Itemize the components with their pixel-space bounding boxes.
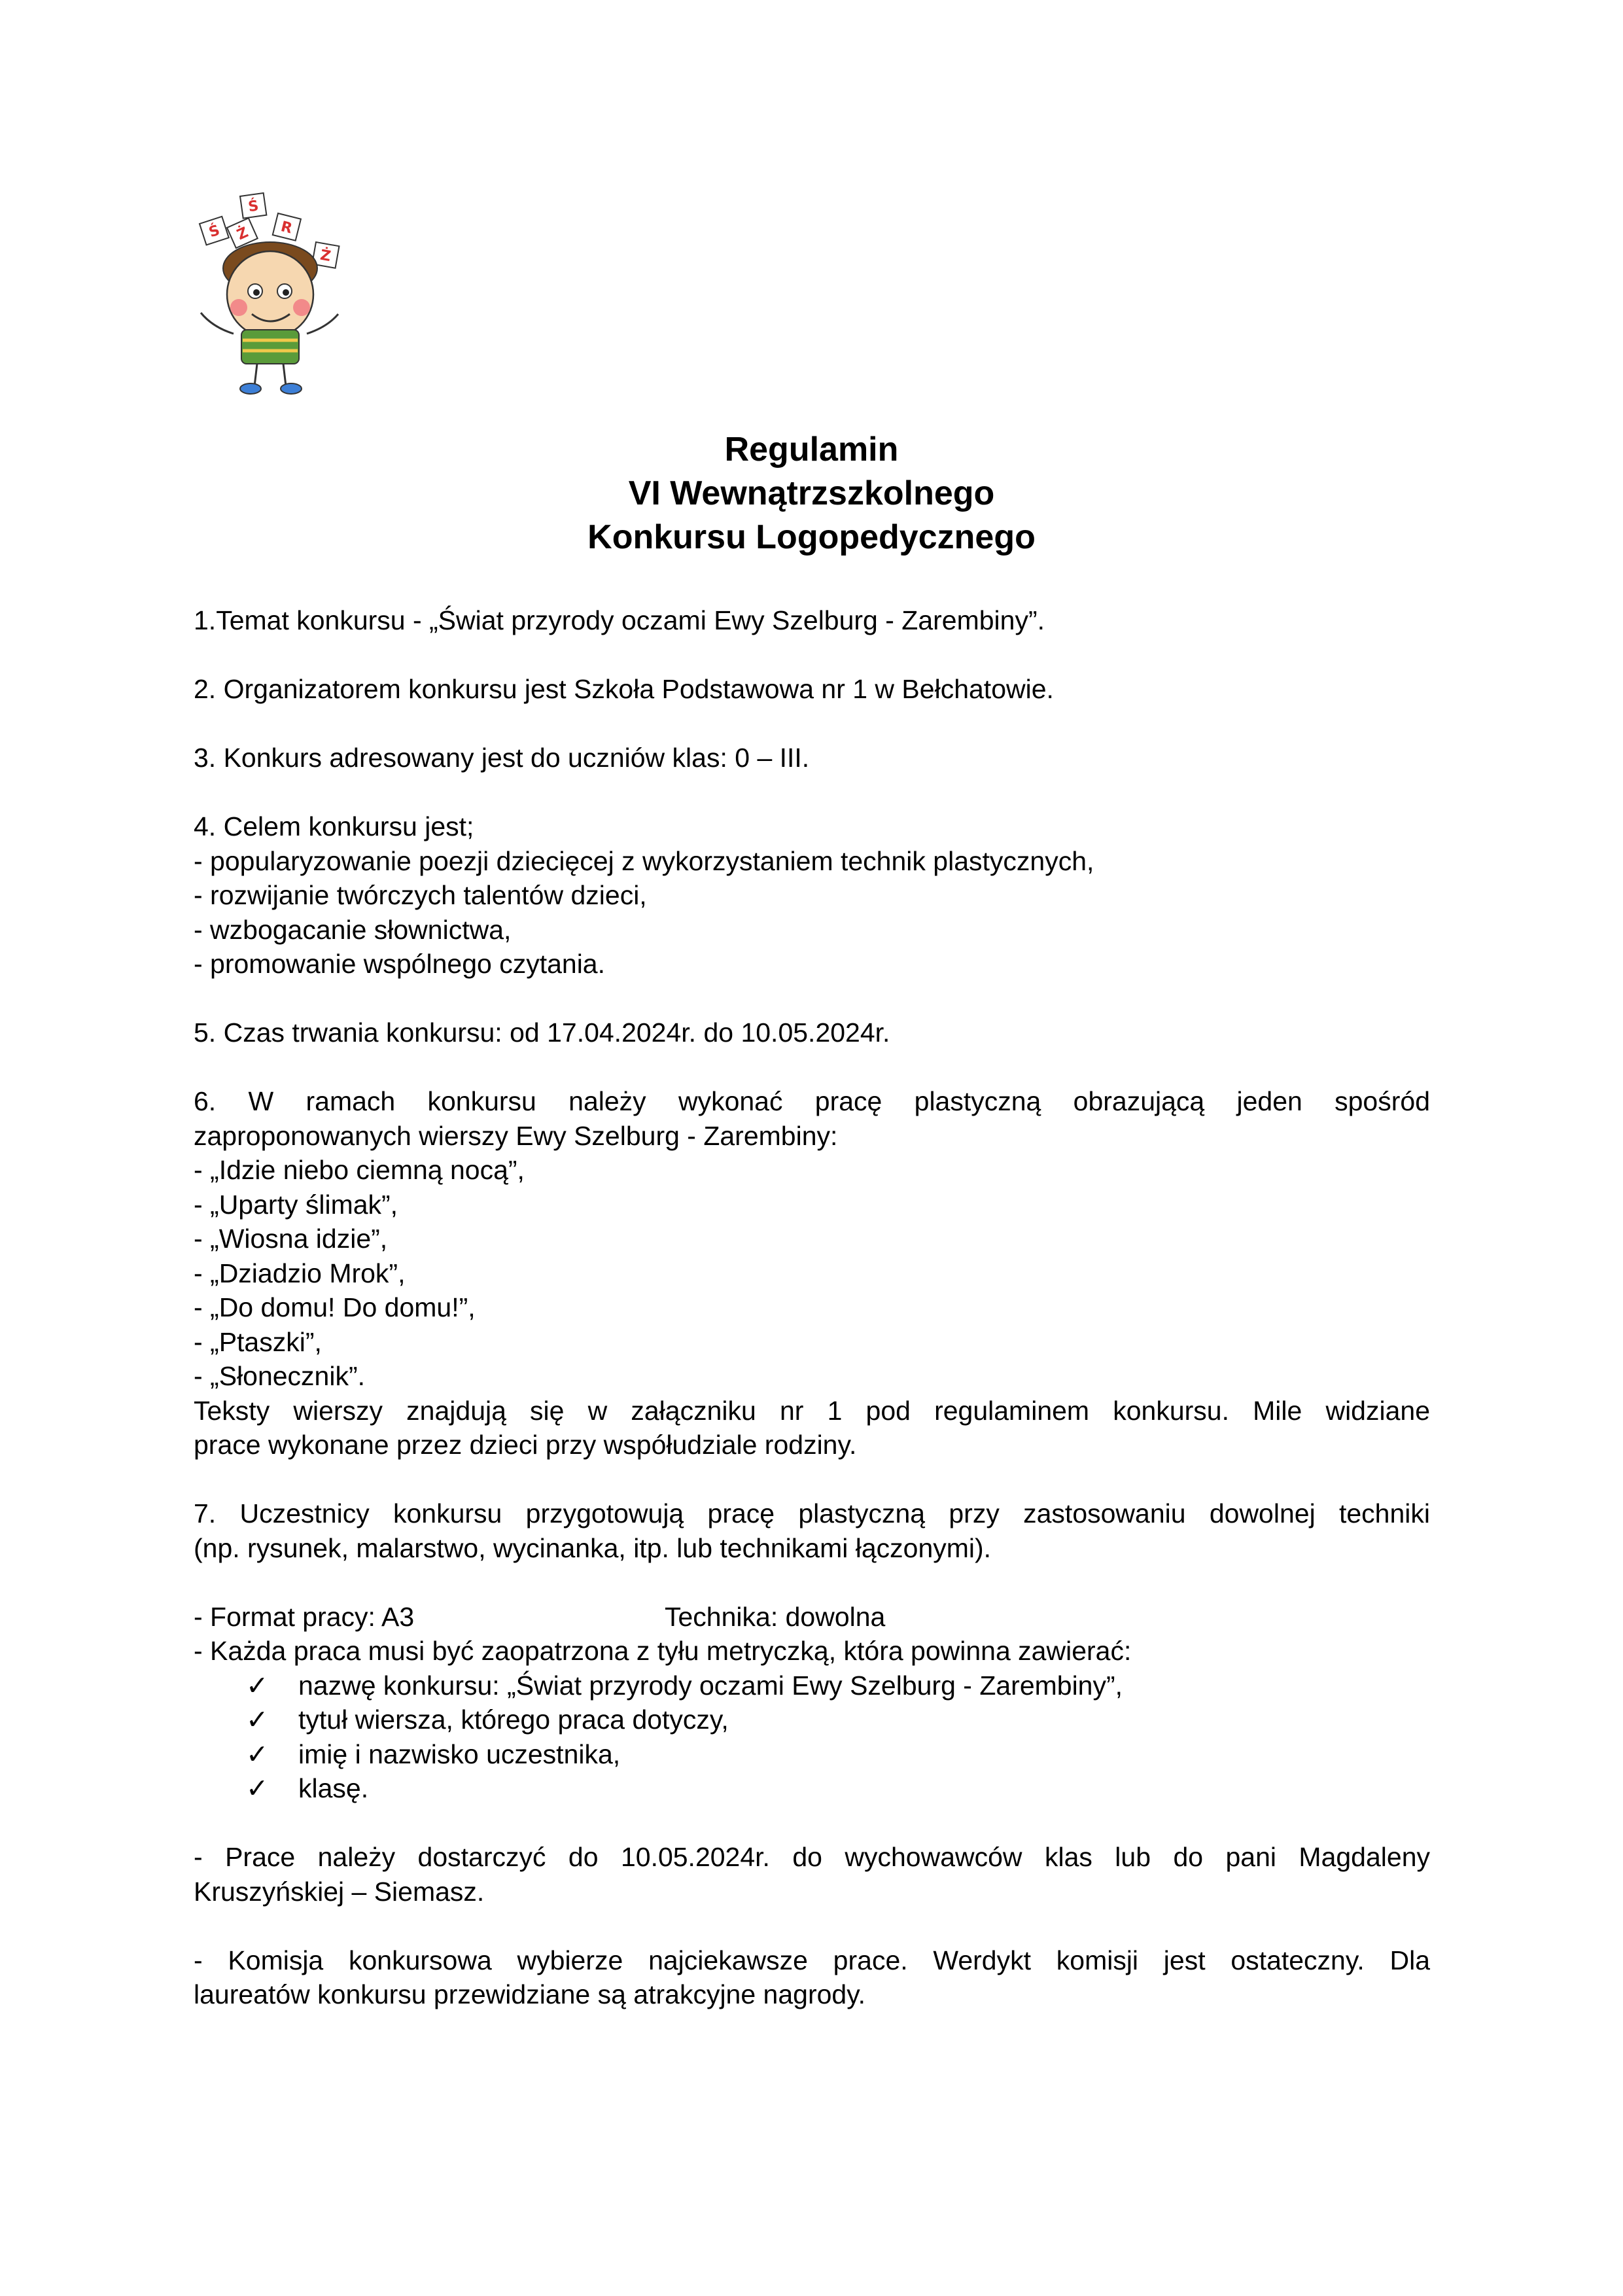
svg-text:Ś: Ś xyxy=(207,222,222,241)
checklist-item: ✓ klasę. xyxy=(194,1771,1430,1806)
section-6-note-line-1: Teksty wierszy znajdują się w załączniku nr 1 pod regulaminem konkursu. Mile widziane xyxy=(194,1395,1430,1426)
regulations-body xyxy=(194,603,1430,2012)
checkmark-icon: ✓ xyxy=(246,1773,269,1803)
letter-card xyxy=(273,213,301,241)
goal-item: - promowanie wspólnego czytania. xyxy=(194,949,605,979)
poem-item: - „Słonecznik”. xyxy=(194,1361,366,1391)
technique-label: Technika: dowolna xyxy=(665,1601,886,1632)
letter-card xyxy=(240,193,266,219)
poem-item: - „Dziadzio Mrok”, xyxy=(194,1258,406,1288)
poem-item: - „Do domu! Do domu!”, xyxy=(194,1292,476,1322)
format-label: - Format pracy: A3 xyxy=(194,1601,415,1632)
poem-item: - „Idzie niebo ciemną nocą”, xyxy=(194,1155,525,1185)
checkmark-icon: ✓ xyxy=(246,1704,269,1735)
format-technique-row xyxy=(194,1600,1430,1634)
checklist-item: ✓ nazwę konkursu: „Świat przyrody oczami Ewy Szelburg - Zarembiny”, xyxy=(194,1669,1430,1703)
delivery-line-1: - Prace należy dostarczyć do 10.05.2024r. do wychowawców klas lub do pani Magdaleny xyxy=(194,1842,1430,1872)
svg-text:Ż: Ż xyxy=(234,224,251,244)
goal-item: - wzbogacanie słownictwa, xyxy=(194,914,512,945)
boy-with-letter-cards-icon xyxy=(186,190,370,399)
jury-line-2: laureatów konkursu przewidziane są atrakcyjne nagrody. xyxy=(194,1979,866,2009)
checkmark-icon: ✓ xyxy=(246,1670,269,1701)
section-6-line-2: zaproponowanych wierszy Ewy Szelburg - Zarembiny: xyxy=(194,1120,838,1151)
svg-text:Ś: Ś xyxy=(247,198,260,216)
section-3-audience: 3. Konkurs adresowany jest do uczniów klas: 0 – III. xyxy=(194,743,810,773)
title-line-2: VI Wewnątrzszkolnego xyxy=(628,474,995,512)
goal-item: - popularyzowanie poezji dziecięcej z wykorzystaniem technik plastycznych, xyxy=(194,845,1094,876)
section-1-topic: 1.Temat konkursu - „Świat przyrody oczami Ewy Szelburg - Zarembiny”. xyxy=(194,605,1045,635)
delivery-line-2: Kruszyńskiej – Siemasz. xyxy=(194,1876,485,1907)
section-4-heading: 4. Celem konkursu jest; xyxy=(194,811,474,841)
goal-item: - rozwijanie twórczych talentów dzieci, xyxy=(194,880,647,910)
svg-text:R: R xyxy=(279,219,294,238)
svg-text:Ż: Ż xyxy=(319,247,332,266)
section-5-duration: 5. Czas trwania konkursu: od 17.04.2024r. do 10.05.2024r. xyxy=(194,1017,890,1048)
section-6-note-line-2: prace wykonane przez dzieci przy współudziale rodziny. xyxy=(194,1430,857,1460)
poem-item: - „Wiosna idzie”, xyxy=(194,1224,388,1254)
checkmark-icon: ✓ xyxy=(246,1739,269,1769)
checklist-item: ✓ imię i nazwisko uczestnika, xyxy=(194,1737,1430,1772)
section-6-line-1: 6. W ramach konkursu należy wykonać pracę plastyczną obrazującą jeden spośród xyxy=(194,1086,1430,1116)
title-line-3: Konkursu Logopedycznego xyxy=(587,518,1036,556)
metryczka-requirement: - Każda praca musi być zaopatrzona z tyłu metryczką, która powinna zawierać: xyxy=(194,1636,1132,1666)
section-7-line-1: 7. Uczestnicy konkursu przygotowują pracę plastyczną przy zastosowaniu dowolnej techniki xyxy=(194,1498,1430,1528)
checklist-item: ✓ tytuł wiersza, którego praca dotyczy, xyxy=(194,1703,1430,1737)
letter-card xyxy=(200,217,229,245)
section-2-organizer: 2. Organizatorem konkursu jest Szkoła Podstawowa nr 1 w Bełchatowie. xyxy=(194,674,1054,704)
poem-item: - „Ptaszki”, xyxy=(194,1326,322,1357)
jury-line-1: - Komisja konkursowa wybierze najciekawsze prace. Werdykt komisji jest ostateczny. Dla xyxy=(194,1945,1430,1975)
title-line-1: Regulamin xyxy=(724,431,899,468)
section-7-line-2: (np. rysunek, malarstwo, wycinanka, itp. lub technikami łączonymi). xyxy=(194,1532,992,1563)
poem-item: - „Uparty ślimak”, xyxy=(194,1189,398,1220)
